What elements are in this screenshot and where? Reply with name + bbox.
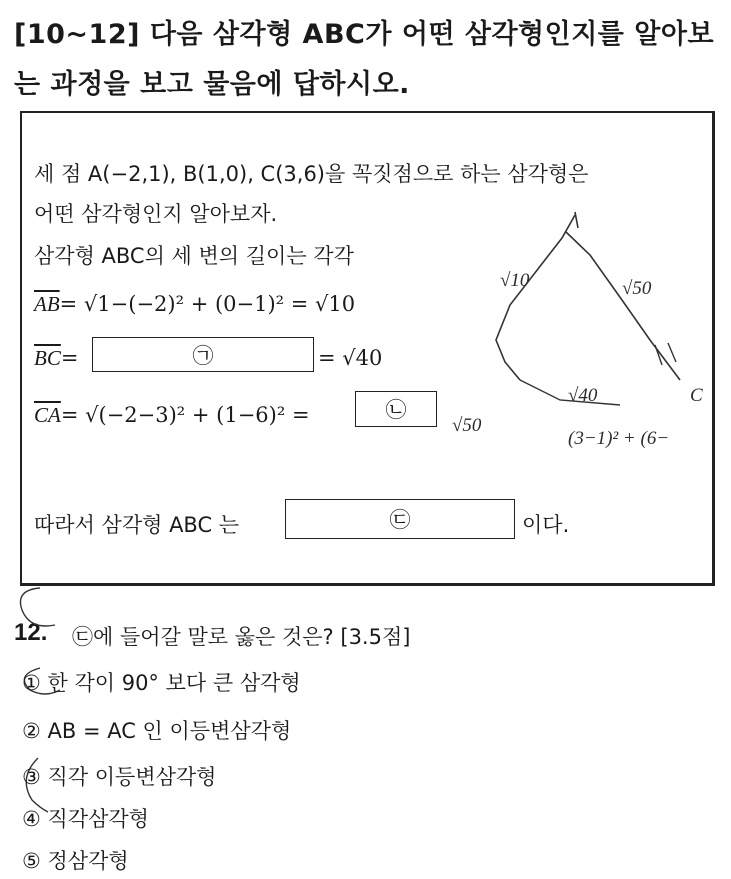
handwritten-vertex-c: C (690, 385, 703, 406)
equation-bc-eq: = (60, 346, 79, 370)
handwritten-sqrt10: √10 (500, 270, 530, 291)
passage-intro-line3: 삼각형 ABC의 세 변의 길이는 각각 (34, 244, 354, 268)
option-5: ⑤ 정삼각형 (22, 849, 129, 873)
problem-header-line2: 는 과정을 보고 물음에 답하시오. (14, 69, 410, 100)
handwritten-sqrt50: √50 (452, 415, 482, 436)
segment-ca-label: $\overline{CA}$ (34, 403, 61, 427)
segment-ab-label: $\overline{AB}$ (34, 292, 60, 316)
option-1: ① 한 각이 90° 보다 큰 삼각형 (22, 671, 301, 695)
conclusion-pre: 따라서 삼각형 ABC 는 (34, 513, 240, 537)
handwritten-sqrt50-top: √50 (622, 278, 652, 299)
blank-a-symbol: ㉠ (192, 343, 214, 368)
problem-header-line1: [10~12] 다음 삼각형 ABC가 어떤 삼각형인지를 알아보 (14, 19, 715, 50)
question-number: 12. (14, 619, 48, 646)
passage-intro-line2: 어떤 삼각형인지 알아보자. (34, 202, 278, 226)
equation-bc-rhs: = √40 (318, 346, 383, 370)
option-2: ② AB = AC 인 이등변삼각형 (22, 719, 292, 743)
handwritten-work: (3−1)² + (6− (568, 428, 670, 449)
blank-c-symbol: ㉢ (389, 508, 411, 532)
equation-ab-rhs: = √1−(−2)² + (0−1)² = √10 (59, 292, 356, 316)
option-4: ④ 직각삼각형 (22, 807, 149, 831)
option-3: ③ 직각 이등변삼각형 (22, 765, 217, 789)
segment-bc-label: $\overline{BC}$ (34, 346, 61, 370)
handwritten-sqrt40: √40 (568, 385, 598, 406)
equation-ca-rhs: = √(−2−3)² + (1−6)² = (60, 403, 310, 427)
passage-intro-line1: 세 점 A(−2,1), B(1,0), C(3,6)을 꼭짓점으로 하는 삼각형은 (34, 162, 589, 186)
conclusion-post: 이다. (522, 513, 570, 537)
blank-b-symbol: ㉡ (385, 398, 407, 422)
question-text: ㉢에 들어갈 말로 옳은 것은? [3.5점] (72, 625, 411, 649)
